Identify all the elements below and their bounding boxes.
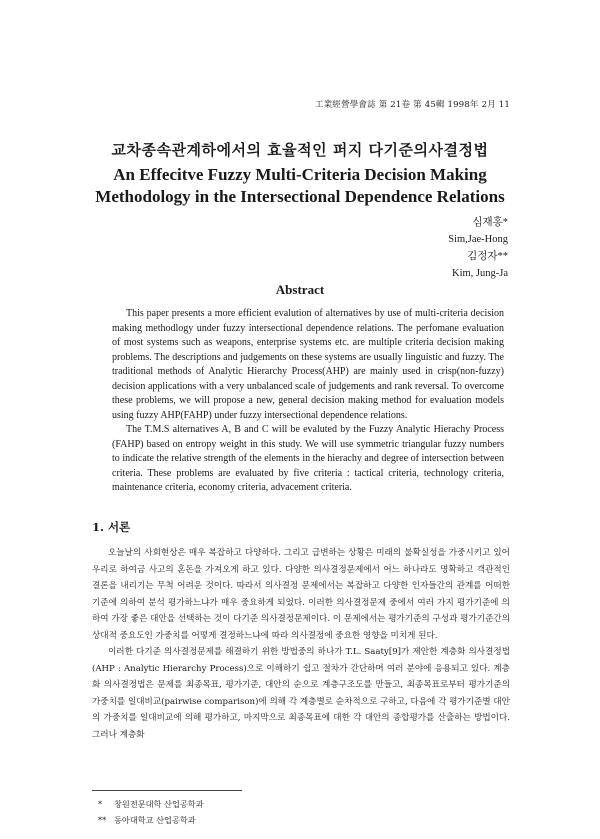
footnote-mark: ** — [98, 815, 107, 825]
footnotes — [98, 796, 204, 828]
introduction-paragraph: 이러한 다기준 의사결정문제를 해결하기 위한 방법중의 하나가 T.L. Saaty[9]가 제안한 계층화 의사결정법(AHP : Analytic Hierarchy Process)으로 이해하기 쉽고 절차가 간단하며 여러 분야에 응용되고 있다. 계층화 의사결정법은 문제를 최종목표, 평가기준, 대안의 순으로 계층구조도를 만들고, 최종목표로부터 평가기준의 가중치를 일대비교(pairwise comparison)에 의해 각 계층별로 순차적으로 구하고, 다음에 각 평가기준별 대안의 가중치를 일대비교에 의해 평가하고, 마지막으로 최종목표에 대한 각 대안의 종합평가를 산출하는 방법이다. 그러나 계층화 — [92, 647, 510, 740]
paper-title-english-line1: An Effecitve Fuzzy Multi-Criteria Decision Making — [113, 165, 487, 184]
author-block — [448, 214, 508, 282]
author-1-korean-name: 심재홍* — [472, 217, 508, 228]
running-header: 工業經營學會誌 第 21卷 第 45輯 1998年 2月 11 — [314, 100, 510, 110]
paper-title-english-line2: Methodology in the Intersectional Dependence Relations — [95, 187, 505, 206]
footnote-item — [98, 796, 204, 812]
footnote-item — [98, 812, 204, 828]
footnote-mark: * — [98, 799, 103, 809]
title-block — [0, 140, 600, 208]
author-1-english-name: Sim,Jae-Hong — [448, 234, 508, 245]
abstract-paragraph: This paper presents a more efficient evalution of alternatives by use of multi-criteria decision making methodlogy under fuzzy intersectional dependence relations. The perfomane evaluation of most systems such as weapons, enterprise systems etc. are multiple criteria decision making problems. The descriptions and judgements on these systems are usually linguistic and fuzzy. The traditional methods of Analytic Hierarchy Process(AHP) are mainly used in crisp(non-fuzzy) decision applications with a very unbalanced scale of judgements and rank reversal. To overcome these problems, we will propose a new, general decision making method for evaluation models using fuzzy AHP(FAHP) under fuzzy intersectional dependence relations. — [112, 308, 504, 421]
introduction-paragraph: 오늘날의 사회현상은 매우 복잡하고 다양하다. 그리고 급변하는 상황은 미래의 불확실성을 가중시키고 있어 우리로 하여금 사고의 혼돈을 가져오게 하고 있다. 다양한 의사결정문제에서 어느 하나라도 명확하고 객관적인 결론을 내리기는 무척 어려운 것이다. 따라서 의사결정 문제에서는 복잡하고 다양한 인자들간의 관계를 어떠한 기준에 의하여 분석 평가하느냐가 매우 중요하게 되었다. 이러한 의사결정문제 중에서 여러 가지 평가기준에 의하여 가장 좋은 대안을 선택하는 것이 다기준 의사결정문제이다. 이 문제에서는 평가기준의 구성과 평가기준간의 상대적 중요도인 가중치를 어떻게 결정하느냐에 따라 의사결정에 중요한 영향을 미치게 된다. — [92, 548, 510, 641]
author-2-korean-name: 김정자** — [467, 251, 508, 262]
footnote-divider — [92, 790, 242, 791]
introduction-body — [92, 545, 510, 743]
section-heading-introduction: 1. 서론 — [92, 520, 131, 534]
footnote-text: 창원전문대학 산업공학과 — [114, 799, 204, 809]
footnote-text: 동아대학교 산업공학과 — [114, 815, 196, 825]
abstract-paragraph: The T.M.S alternatives A, B and C will be evaluted by the Fuzzy Analytic Hierachy Process (FAHP) based on entropy weight in this study. We will use symmetric triangular fuzzy numbers to indicate the relative strength of the elements in the hierachy and degree of intersection between criteria. These problems are evaluated by five criteria : tactical criteria, technology criteria, maintenance criteria, economy criteria, advacement criteria. — [112, 424, 504, 493]
paper-title-korean: 교차종속관계하에서의 효율적인 퍼지 다기준의사결정법 — [111, 141, 489, 159]
author-2-english-name: Kim, Jung-Ja — [452, 268, 508, 279]
abstract-heading: Abstract — [275, 282, 325, 297]
abstract-body — [112, 307, 504, 496]
